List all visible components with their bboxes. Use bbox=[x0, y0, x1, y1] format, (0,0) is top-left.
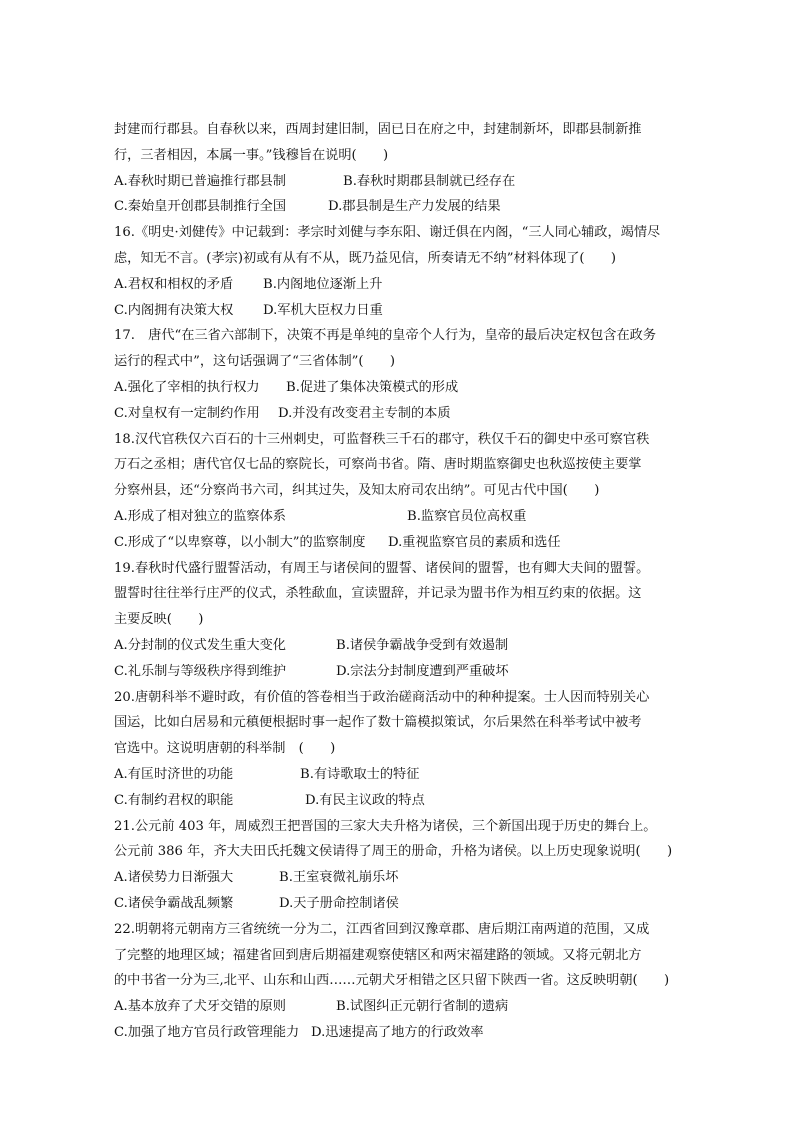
question-stem: 20.唐朝科举不避时政，有价值的答卷相当于政治磋商活动中的种种提案。士人因而特别关心 bbox=[114, 689, 650, 705]
option-c: C.礼乐制与等级秩序得到维护 bbox=[114, 663, 287, 679]
question-stem: 分察州县，还“分察尚书六司，纠其过失，及知太府司农出纳”。可见古代中国( ) bbox=[114, 483, 600, 499]
option-b: B.试图纠正元朝行省制的遗病 bbox=[336, 999, 509, 1015]
option-b: B.春秋时期郡县制就已经存在 bbox=[343, 173, 516, 189]
question-17 bbox=[114, 323, 694, 426]
option-d: D.军机大臣权力日重 bbox=[263, 302, 383, 318]
option-b: B.王室衰微礼崩乐坏 bbox=[279, 870, 399, 886]
question-stem: 18.汉代官秩仅六百石的十三州刺史，可监督秩三千石的郡守，秩仅千石的御史中丞可察官秩 bbox=[114, 431, 650, 447]
option-d: D.天子册命控制诸侯 bbox=[279, 895, 399, 911]
option-row bbox=[114, 401, 694, 427]
question-16 bbox=[114, 220, 694, 323]
question-stem: 的中书省一分为三,北平、山东和山西……元朝犬牙相错之区只留下陕西一省。这反映明朝( ) bbox=[114, 973, 670, 989]
option-d: D.重视监察官员的素质和选任 bbox=[388, 534, 561, 550]
option-row bbox=[114, 891, 694, 917]
question-list bbox=[114, 117, 694, 1046]
question-20 bbox=[114, 685, 694, 814]
question-stem: 17. 唐代“在三省六部制下，决策不再是单纯的皇帝个人行为，皇帝的最后决定权包含在政务 bbox=[114, 328, 657, 344]
option-a: A.形成了相对独立的监察体系 bbox=[114, 508, 286, 524]
option-d: D.并没有改变君主专制的本质 bbox=[278, 405, 451, 421]
question-stem: 21.公元前 403 年，周威烈王把晋国的三家大夫升格为诸侯，三个新国出现于历史的舞台上。 bbox=[114, 818, 657, 834]
option-a: A.有匡时济世的功能 bbox=[114, 766, 234, 782]
option-row bbox=[114, 169, 694, 195]
question-stem: 主要反映( ) bbox=[114, 612, 204, 628]
option-b: B.有诗歌取士的特征 bbox=[300, 766, 420, 782]
option-row bbox=[114, 1020, 694, 1046]
option-b: B.监察官员位高权重 bbox=[407, 508, 527, 524]
option-b: B.促进了集体决策模式的形成 bbox=[286, 379, 459, 395]
question-22 bbox=[114, 917, 694, 1046]
question-18 bbox=[114, 427, 694, 556]
option-row bbox=[114, 865, 694, 891]
question-19 bbox=[114, 556, 694, 685]
option-d: D.迅速提高了地方的行政效率 bbox=[311, 1024, 484, 1040]
question-stem: 国运，比如白居易和元稹便根据时事一起作了数十篇模拟策试，尔后果然在科举考试中被考 bbox=[114, 715, 642, 731]
question-stem: 行，三者相因，本属一事。”钱穆旨在说明( ) bbox=[114, 147, 389, 163]
option-b: B.诸侯争霸战争受到有效遏制 bbox=[336, 637, 509, 653]
option-c: C.诸侯争霸战乱频繁 bbox=[114, 895, 234, 911]
option-row bbox=[114, 298, 694, 324]
option-d: D.郡县制是生产力发展的结果 bbox=[328, 199, 501, 215]
option-c: C.形成了“以卑察尊，以小制大”的监察制度 bbox=[114, 534, 366, 550]
option-d: D.宗法分封制度遭到严重破坏 bbox=[336, 663, 509, 679]
question-stem: 封建而行郡县。自春秋以来，西周封建旧制，固已日在府之中，封建制新坏，即郡县制新推 bbox=[114, 122, 642, 137]
option-b: B.内阁地位逐渐上升 bbox=[263, 276, 383, 292]
question-21 bbox=[114, 814, 694, 917]
option-c: C.内阁拥有决策大权 bbox=[114, 302, 234, 318]
question-stem: 公元前 386 年，齐大夫田氏托魏文侯请得了周王的册命，升格为诸侯。以上历史现象说明( ) bbox=[114, 844, 673, 860]
option-row bbox=[114, 762, 694, 788]
option-row bbox=[114, 994, 694, 1020]
option-row bbox=[114, 633, 694, 659]
option-row bbox=[114, 530, 694, 556]
option-d: D.有民主议政的特点 bbox=[305, 792, 425, 808]
option-a: A.分封制的仪式发生重大变化 bbox=[114, 637, 286, 653]
option-row bbox=[114, 375, 694, 401]
question-stem: 虑，知无不言。(孝宗)初或有从有不从，既乃益见信，所奏请无不纳”材料体现了( ) bbox=[114, 250, 617, 266]
question-stem: 19.春秋时代盛行盟誓活动，有周王与诸侯间的盟誓、诸侯间的盟誓，也有卿大夫间的盟誓。 bbox=[114, 560, 650, 576]
question-15-continued bbox=[114, 117, 694, 220]
question-stem: 了完整的地理区域；福建省回到唐后期福建观察使辖区和两宋福建路的领域。又将元朝北方 bbox=[114, 947, 642, 963]
question-stem: 22.明朝将元朝南方三省统统一分为二，江西省回到汉豫章郡、唐后期江南两道的范围，又成 bbox=[114, 921, 650, 937]
option-row bbox=[114, 504, 694, 530]
option-row bbox=[114, 788, 694, 814]
option-c: C.对皇权有一定制约作用 bbox=[114, 405, 260, 421]
question-stem: 万石之丞相；唐代官仅七品的察院长，可察尚书省。隋、唐时期监察御史也秋巡按使主要掌 bbox=[114, 457, 642, 473]
option-a: A.诸侯势力日渐强大 bbox=[114, 870, 234, 886]
question-stem: 运行的程式中”，这句话强调了“三省体制”( ) bbox=[114, 354, 396, 370]
option-c: C.有制约君权的职能 bbox=[114, 792, 234, 808]
question-stem: 盟誓时往往举行庄严的仪式，杀牲歃血，宣读盟辞，并记录为盟书作为相互约束的依据。这 bbox=[114, 586, 642, 602]
option-a: A.君权和相权的矛盾 bbox=[114, 276, 234, 292]
question-stem: 16.《明史·刘健传》中记载到：孝宗时刘健与李东阳、谢迁俱在内阁，“三人同心辅政，竭情尽 bbox=[114, 225, 661, 241]
option-a: A.春秋时期已普遍推行郡县制 bbox=[114, 173, 286, 189]
option-a: A.强化了宰相的执行权力 bbox=[114, 379, 260, 395]
option-c: C.加强了地方官员行政管理能力 bbox=[114, 1024, 300, 1040]
option-row bbox=[114, 272, 694, 298]
option-a: A.基本放弃了犬牙交错的原则 bbox=[114, 999, 286, 1015]
option-row bbox=[114, 659, 694, 685]
option-c: C.秦始皇开创郡县制推行全国 bbox=[114, 199, 287, 215]
question-stem: 官选中。这说明唐朝的科举制 ( ) bbox=[114, 741, 336, 757]
option-row bbox=[114, 194, 694, 220]
